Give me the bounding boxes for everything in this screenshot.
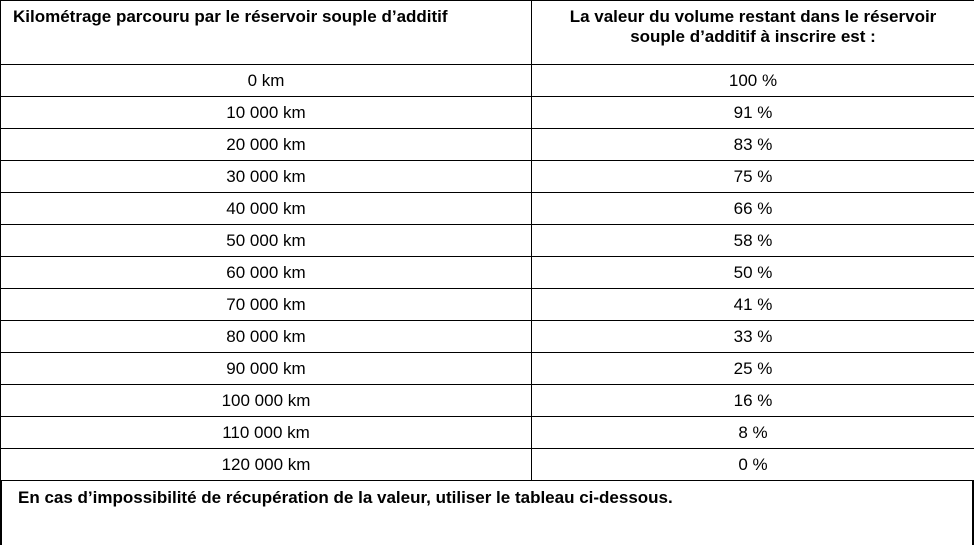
- table-row: [1, 65, 974, 97]
- mileage-cell: 80 000 km: [1, 321, 532, 353]
- remaining-volume-cell: 25 %: [532, 353, 974, 385]
- table-row: [1, 385, 974, 417]
- mileage-cell: 90 000 km: [1, 353, 532, 385]
- mileage-cell: 120 000 km: [1, 449, 532, 481]
- table-row: [1, 353, 974, 385]
- table-row: [1, 193, 974, 225]
- mileage-cell: 50 000 km: [1, 225, 532, 257]
- remaining-volume-cell: 83 %: [532, 129, 974, 161]
- table-row: [1, 257, 974, 289]
- remaining-volume-cell: 66 %: [532, 193, 974, 225]
- table-row: [1, 97, 974, 129]
- table-row: [1, 289, 974, 321]
- table-row: [1, 417, 974, 449]
- remaining-volume-cell: 50 %: [532, 257, 974, 289]
- mileage-cell: 60 000 km: [1, 257, 532, 289]
- mileage-cell: 20 000 km: [1, 129, 532, 161]
- remaining-volume-cell: 91 %: [532, 97, 974, 129]
- mileage-cell: 70 000 km: [1, 289, 532, 321]
- mileage-cell: 10 000 km: [1, 97, 532, 129]
- remaining-volume-cell: 16 %: [532, 385, 974, 417]
- table-header-row: [1, 1, 974, 65]
- note-text: En cas d’impossibilité de récupération de la valeur, utiliser le tableau ci-dessous.: [18, 488, 673, 507]
- mileage-cell: 40 000 km: [1, 193, 532, 225]
- header-remaining-volume: La valeur du volume restant dans le réservoir souple d’additif à inscrire est :: [532, 1, 974, 65]
- note-box: [0, 480, 974, 545]
- remaining-volume-cell: 0 %: [532, 449, 974, 481]
- table-row: [1, 129, 974, 161]
- mileage-cell: 30 000 km: [1, 161, 532, 193]
- mileage-cell: 110 000 km: [1, 417, 532, 449]
- remaining-volume-cell: 75 %: [532, 161, 974, 193]
- header-mileage: Kilométrage parcouru par le réservoir souple d’additif: [1, 1, 532, 65]
- mileage-cell: 0 km: [1, 65, 532, 97]
- remaining-volume-cell: 33 %: [532, 321, 974, 353]
- table-row: [1, 321, 974, 353]
- remaining-volume-cell: 41 %: [532, 289, 974, 321]
- remaining-volume-cell: 100 %: [532, 65, 974, 97]
- remaining-volume-cell: 8 %: [532, 417, 974, 449]
- table-row: [1, 161, 974, 193]
- table-row: [1, 449, 974, 481]
- mileage-cell: 100 000 km: [1, 385, 532, 417]
- table-row: [1, 225, 974, 257]
- remaining-volume-cell: 58 %: [532, 225, 974, 257]
